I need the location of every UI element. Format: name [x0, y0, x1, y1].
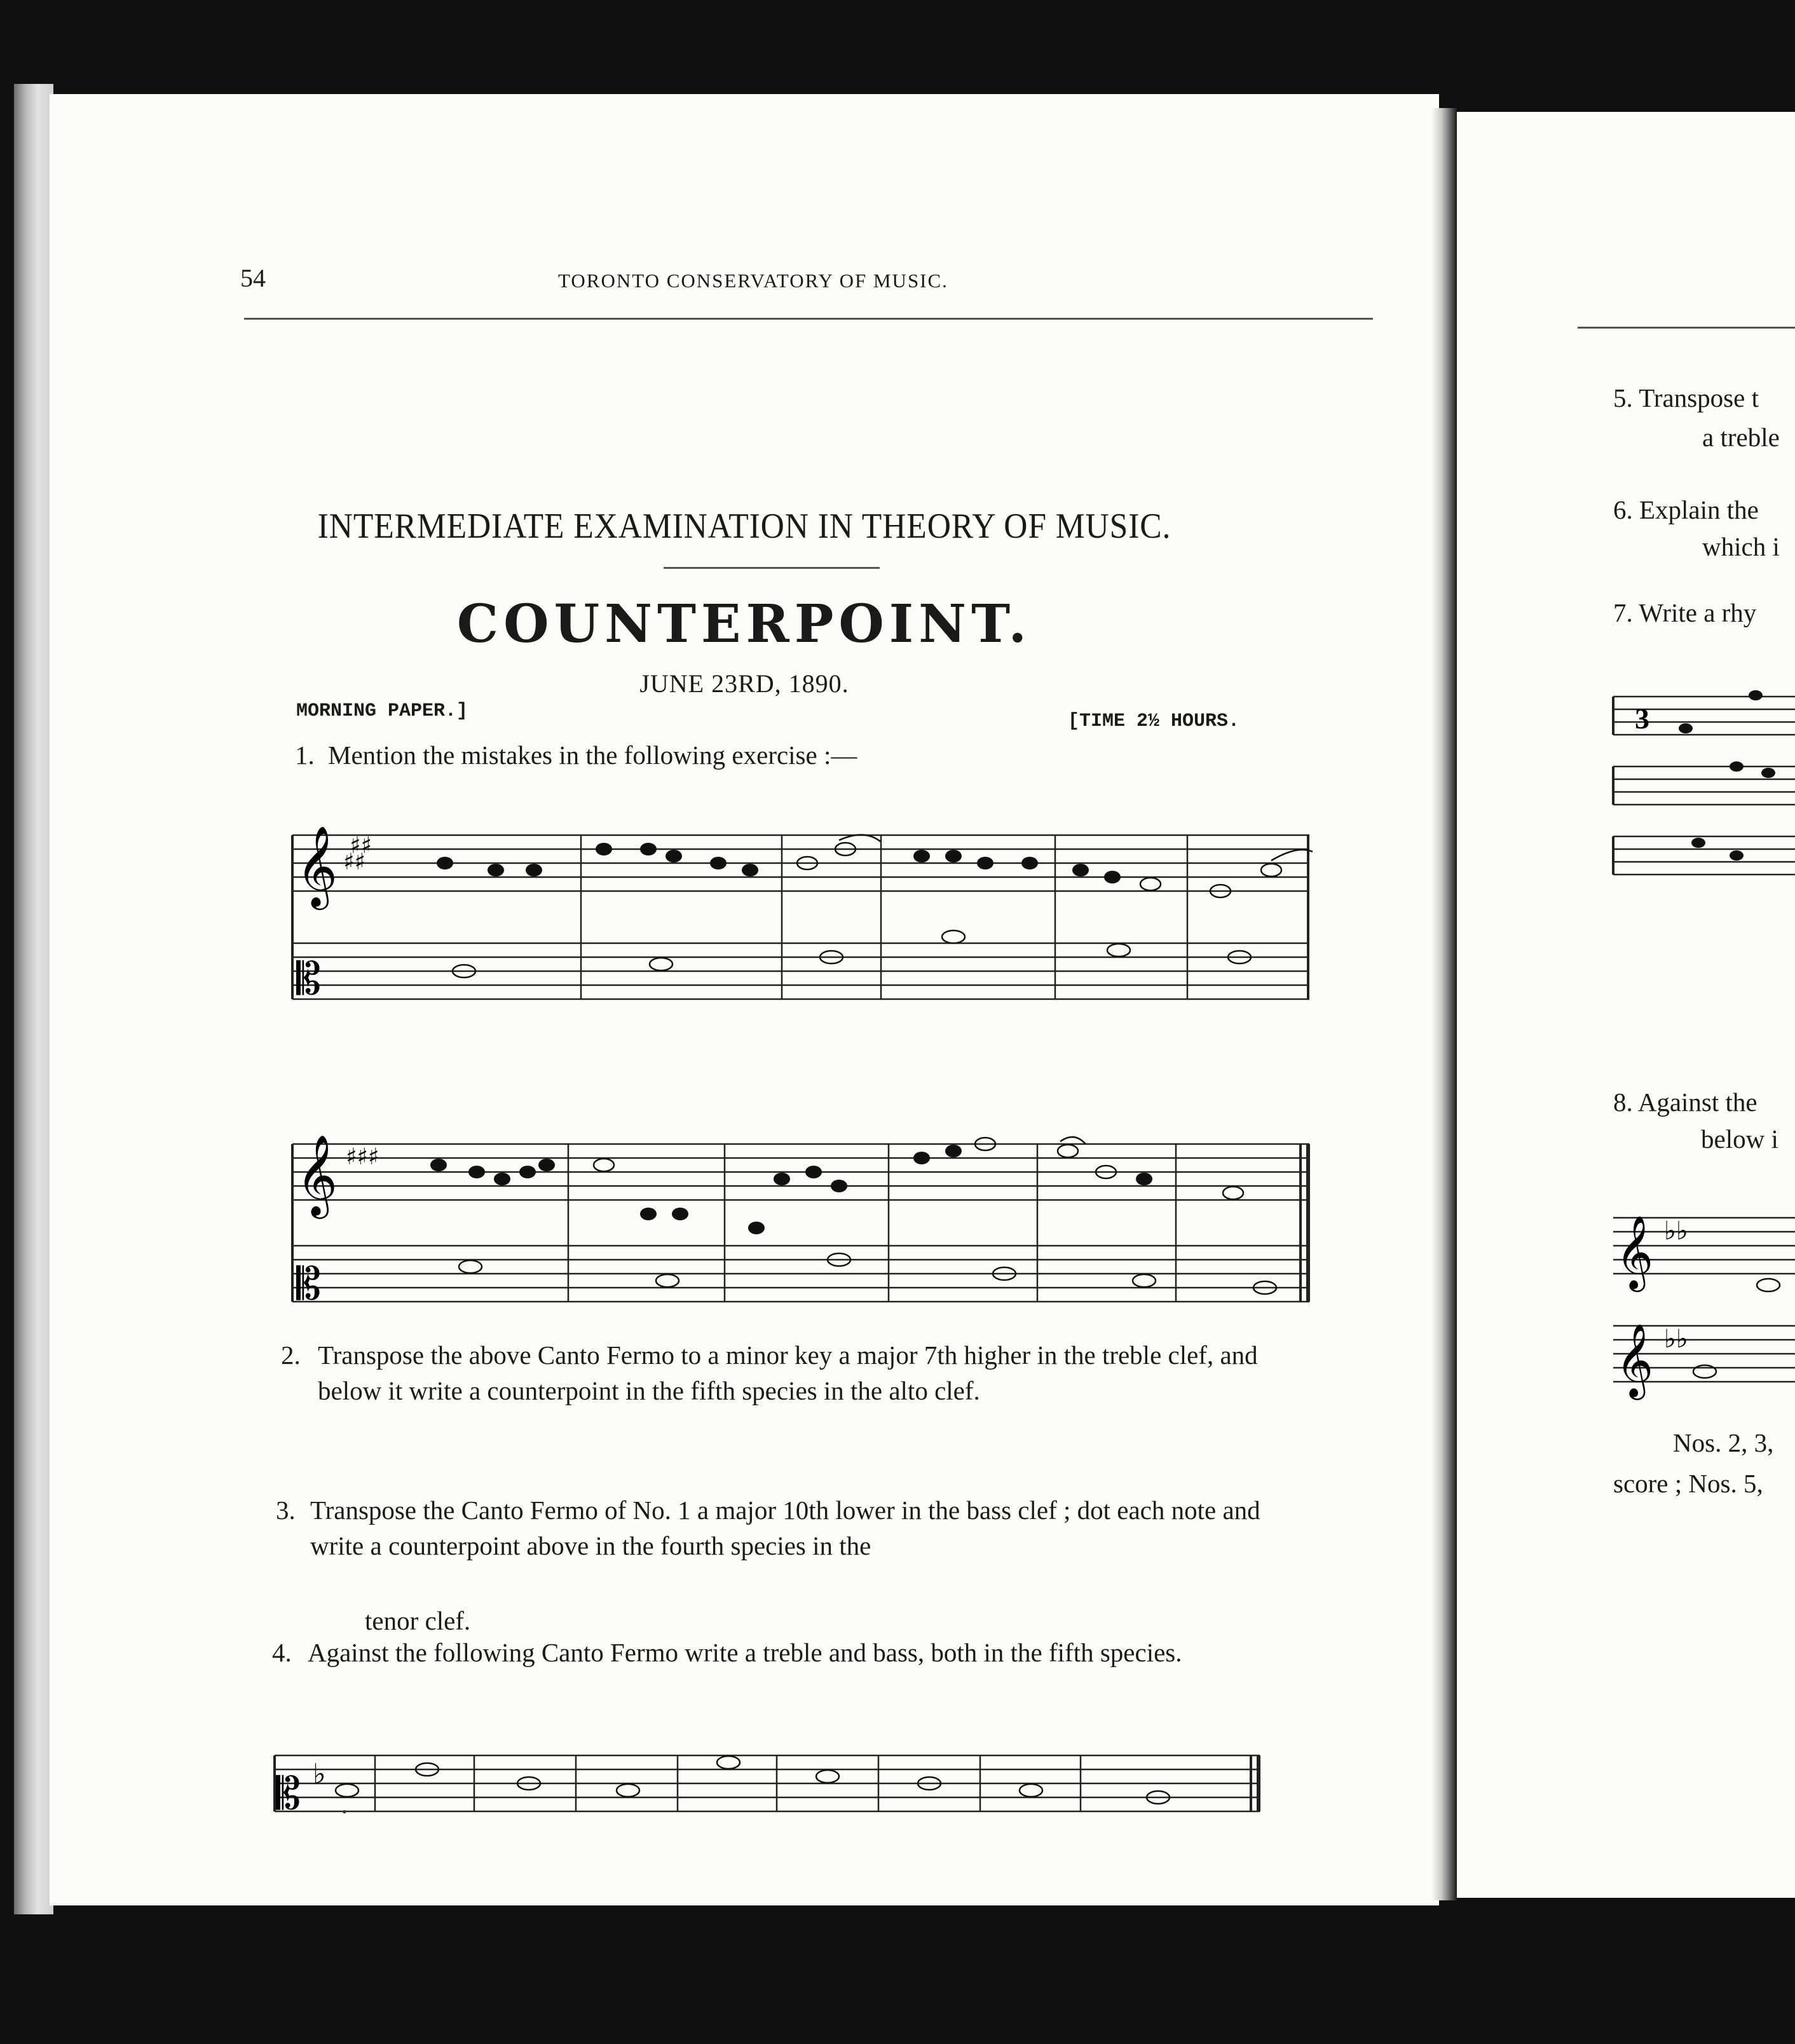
question-6-line-1: 6. Explain the	[1613, 495, 1759, 524]
exam-title: INTERMEDIATE EXAMINATION IN THEORY OF MUSIC.	[317, 507, 1171, 546]
right-music-system-1	[1609, 678, 1795, 887]
flat-icon: ♭♭	[1664, 1216, 1688, 1246]
lower-staff	[292, 943, 1309, 999]
music-system-2	[280, 1119, 1322, 1335]
page-gutter	[1431, 108, 1457, 1900]
title-rule	[664, 567, 880, 569]
time-label: [TIME 2½ HOURS.	[1068, 711, 1240, 732]
music-system-1	[280, 810, 1322, 1115]
header-rule	[1578, 327, 1795, 329]
book-edge	[14, 84, 53, 1914]
question-3-continuation	[365, 1603, 470, 1639]
sharp-icon: ♯♯	[350, 833, 372, 859]
alto-clef-icon: 𝄡	[296, 1258, 322, 1310]
question-text: Transpose the Canto Fermo of No. 1 a major 10th lower in the bass clef ; dot each note and write a counterpoint above in the fourth species in the	[310, 1496, 1260, 1560]
time-signature: 3	[1635, 702, 1649, 735]
question-8-line-2: below i	[1701, 1124, 1778, 1154]
question-8-line-1: 8. Against the	[1613, 1087, 1757, 1117]
question-6-line-2: which i	[1702, 532, 1780, 561]
treble-clef-icon: 𝄞	[296, 825, 338, 906]
question-text: Against the following Canto Fermo write a treble and bass, both in the fifth species.	[308, 1638, 1182, 1667]
tenor-clef-icon: 𝄡	[276, 1768, 301, 1820]
treble-clef-icon: 𝄞	[1616, 1215, 1654, 1289]
header-rule	[244, 318, 1373, 320]
page-number: 54	[240, 264, 266, 292]
subject-heading: COUNTERPOINT.	[456, 594, 1032, 655]
question-5-line-1: 5. Transpose t	[1613, 383, 1759, 412]
treble-clef-icon: 𝄞	[1616, 1323, 1654, 1397]
flat-icon: ♭♭	[1664, 1325, 1688, 1354]
print-speck: •	[342, 1804, 347, 1820]
treble-clef-icon: 𝄞	[296, 1134, 338, 1215]
question-number: 2.	[281, 1340, 301, 1370]
music-system-3	[268, 1736, 1311, 1838]
question-text: tenor clef.	[365, 1606, 471, 1635]
right-page	[1457, 112, 1795, 1898]
question-5-line-2: a treble	[1702, 423, 1780, 452]
right-music-system-2	[1609, 1192, 1795, 1421]
exam-date: JUNE 23RD, 1890.	[639, 669, 849, 698]
question-number: 3.	[276, 1496, 296, 1525]
note-line-2: score ; Nos. 5,	[1613, 1469, 1763, 1498]
left-page	[50, 94, 1439, 1905]
flat-icon: ♭	[313, 1758, 326, 1790]
note-line-1: Nos. 2, 3,	[1673, 1428, 1774, 1457]
question-7-line-1: 7. Write a rhy	[1613, 598, 1757, 627]
paper-label: MORNING PAPER.]	[296, 700, 468, 722]
question-number: 1.	[295, 740, 315, 770]
question-number: 4.	[272, 1638, 292, 1667]
alto-clef-icon: 𝄡	[296, 953, 322, 1005]
running-head: TORONTO CONSERVATORY OF MUSIC.	[558, 269, 948, 292]
sharp-icon: ♯♯	[343, 849, 365, 875]
sharp-icon: ♯♯♯	[346, 1144, 379, 1170]
question-text: Mention the mistakes in the following exercise :—	[328, 740, 857, 770]
question-text: Transpose the above Canto Fermo to a minor key a major 7th higher in the treble clef, and below it write a counterpoint in the fifth species in the alto clef.	[318, 1340, 1258, 1405]
